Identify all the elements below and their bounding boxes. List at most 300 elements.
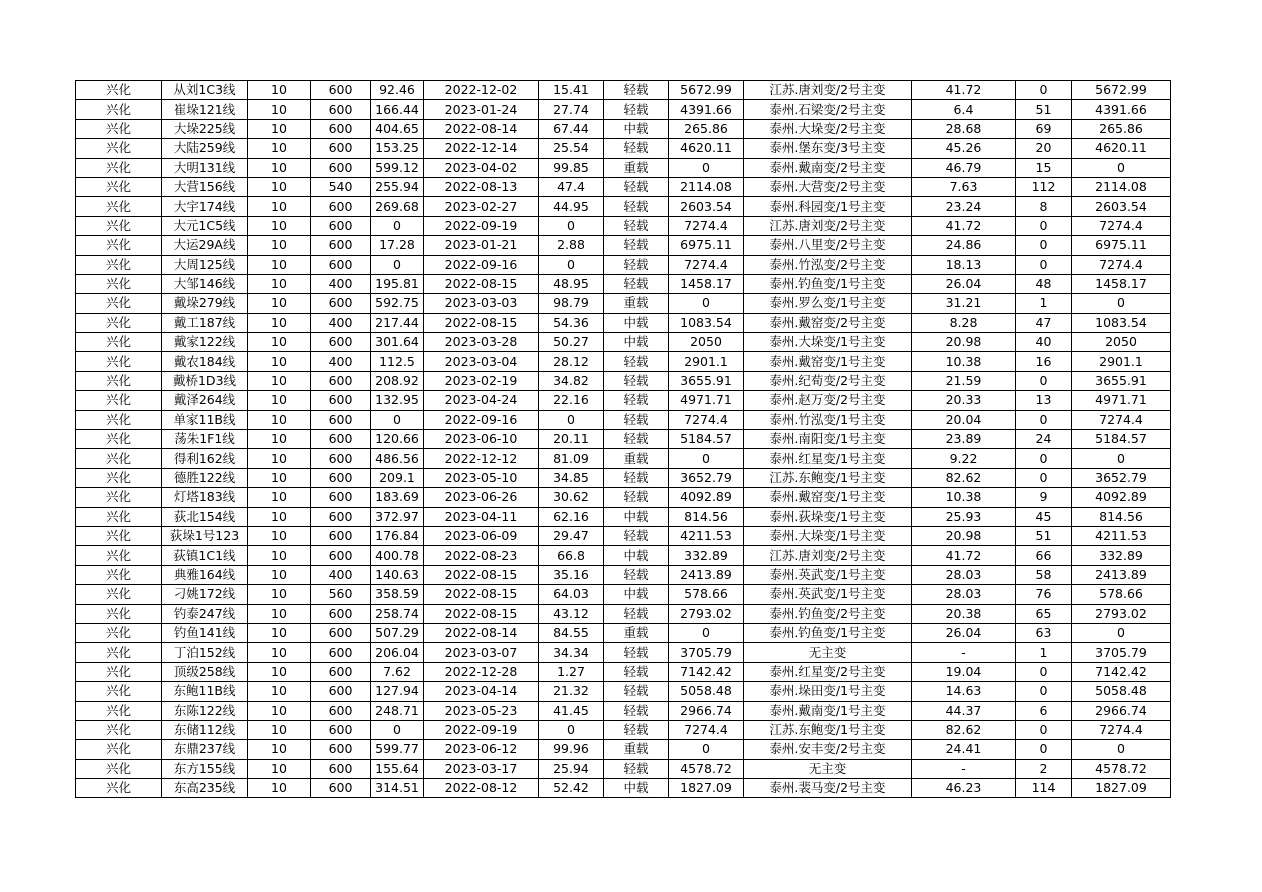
load-rate-cell: 99.96 bbox=[539, 740, 604, 759]
voltage-cell: 10 bbox=[248, 236, 311, 255]
line-name-cell: 荻镇1C1线 bbox=[162, 546, 248, 565]
available-capacity-cell: 4211.53 bbox=[669, 526, 744, 545]
district-cell: 兴化 bbox=[76, 623, 162, 642]
capacity-cell: 600 bbox=[311, 623, 371, 642]
count-cell: 66 bbox=[1016, 546, 1072, 565]
load-level-cell: 中载 bbox=[604, 585, 669, 604]
voltage-cell: 10 bbox=[248, 643, 311, 662]
count-cell: 114 bbox=[1016, 779, 1072, 798]
district-cell: 兴化 bbox=[76, 333, 162, 352]
load-cell: 153.25 bbox=[371, 139, 424, 158]
capacity-cell: 600 bbox=[311, 139, 371, 158]
transformer-rate-cell: 9.22 bbox=[912, 449, 1016, 468]
table-row bbox=[76, 643, 1171, 662]
load-rate-cell: 28.12 bbox=[539, 352, 604, 371]
district-cell: 兴化 bbox=[76, 294, 162, 313]
voltage-cell: 10 bbox=[248, 391, 311, 410]
capacity-cell: 600 bbox=[311, 740, 371, 759]
voltage-cell: 10 bbox=[248, 119, 311, 138]
district-cell: 兴化 bbox=[76, 779, 162, 798]
count-cell: 0 bbox=[1016, 740, 1072, 759]
district-cell: 兴化 bbox=[76, 119, 162, 138]
transformer-cell: 泰州.戴窑变/1号主变 bbox=[744, 488, 912, 507]
count-cell: 0 bbox=[1016, 720, 1072, 739]
count-cell: 1 bbox=[1016, 643, 1072, 662]
transformer-rate-cell: 24.41 bbox=[912, 740, 1016, 759]
line-name-cell: 刁姚172线 bbox=[162, 585, 248, 604]
load-rate-cell: 64.03 bbox=[539, 585, 604, 604]
district-cell: 兴化 bbox=[76, 468, 162, 487]
line-name-cell: 大明131线 bbox=[162, 158, 248, 177]
voltage-cell: 10 bbox=[248, 701, 311, 720]
margin-cell: 0 bbox=[1072, 294, 1171, 313]
district-cell: 兴化 bbox=[76, 604, 162, 623]
capacity-cell: 600 bbox=[311, 430, 371, 449]
load-level-cell: 重载 bbox=[604, 158, 669, 177]
available-capacity-cell: 7274.4 bbox=[669, 720, 744, 739]
district-cell: 兴化 bbox=[76, 701, 162, 720]
count-cell: 76 bbox=[1016, 585, 1072, 604]
line-name-cell: 单家11B线 bbox=[162, 410, 248, 429]
load-cell: 120.66 bbox=[371, 430, 424, 449]
load-level-cell: 轻载 bbox=[604, 236, 669, 255]
line-name-cell: 东陈122线 bbox=[162, 701, 248, 720]
available-capacity-cell: 3652.79 bbox=[669, 468, 744, 487]
capacity-cell: 400 bbox=[311, 352, 371, 371]
table-row bbox=[76, 449, 1171, 468]
voltage-cell: 10 bbox=[248, 158, 311, 177]
count-cell: 65 bbox=[1016, 604, 1072, 623]
margin-cell: 4211.53 bbox=[1072, 526, 1171, 545]
transformer-cell: 泰州.罗么变/1号主变 bbox=[744, 294, 912, 313]
load-rate-cell: 54.36 bbox=[539, 313, 604, 332]
date-cell: 2023-04-14 bbox=[424, 682, 539, 701]
line-name-cell: 戴工187线 bbox=[162, 313, 248, 332]
transformer-cell: 泰州.钓鱼变/1号主变 bbox=[744, 623, 912, 642]
available-capacity-cell: 1827.09 bbox=[669, 779, 744, 798]
transformer-cell: 泰州.戴窑变/1号主变 bbox=[744, 352, 912, 371]
transformer-cell: 泰州.堡东变/3号主变 bbox=[744, 139, 912, 158]
load-cell: 176.84 bbox=[371, 526, 424, 545]
voltage-cell: 10 bbox=[248, 371, 311, 390]
district-cell: 兴化 bbox=[76, 643, 162, 662]
margin-cell: 7274.4 bbox=[1072, 216, 1171, 235]
load-rate-cell: 0 bbox=[539, 410, 604, 429]
load-level-cell: 轻载 bbox=[604, 100, 669, 119]
voltage-cell: 10 bbox=[248, 255, 311, 274]
transformer-rate-cell: 44.37 bbox=[912, 701, 1016, 720]
load-level-cell: 轻载 bbox=[604, 701, 669, 720]
load-level-cell: 重载 bbox=[604, 294, 669, 313]
transformer-rate-cell: 8.28 bbox=[912, 313, 1016, 332]
load-level-cell: 中载 bbox=[604, 313, 669, 332]
load-rate-cell: 15.41 bbox=[539, 81, 604, 100]
count-cell: 15 bbox=[1016, 158, 1072, 177]
margin-cell: 5058.48 bbox=[1072, 682, 1171, 701]
transformer-cell: 泰州.南阳变/1号主变 bbox=[744, 430, 912, 449]
line-name-cell: 大垛225线 bbox=[162, 119, 248, 138]
load-rate-cell: 48.95 bbox=[539, 274, 604, 293]
margin-cell: 2050 bbox=[1072, 333, 1171, 352]
transformer-rate-cell: 82.62 bbox=[912, 720, 1016, 739]
load-level-cell: 重载 bbox=[604, 623, 669, 642]
voltage-cell: 10 bbox=[248, 604, 311, 623]
transformer-rate-cell: 31.21 bbox=[912, 294, 1016, 313]
line-name-cell: 从刘1C3线 bbox=[162, 81, 248, 100]
transformer-rate-cell: 28.03 bbox=[912, 585, 1016, 604]
date-cell: 2023-01-24 bbox=[424, 100, 539, 119]
transformer-cell: 泰州.红星变/2号主变 bbox=[744, 662, 912, 681]
load-cell: 0 bbox=[371, 216, 424, 235]
load-cell: 195.81 bbox=[371, 274, 424, 293]
count-cell: 20 bbox=[1016, 139, 1072, 158]
line-name-cell: 顶级258线 bbox=[162, 662, 248, 681]
line-name-cell: 戴农184线 bbox=[162, 352, 248, 371]
count-cell: 45 bbox=[1016, 507, 1072, 526]
load-level-cell: 中载 bbox=[604, 119, 669, 138]
margin-cell: 3705.79 bbox=[1072, 643, 1171, 662]
load-cell: 217.44 bbox=[371, 313, 424, 332]
count-cell: 0 bbox=[1016, 371, 1072, 390]
transformer-rate-cell: 18.13 bbox=[912, 255, 1016, 274]
table-row bbox=[76, 604, 1171, 623]
load-cell: 372.97 bbox=[371, 507, 424, 526]
voltage-cell: 10 bbox=[248, 488, 311, 507]
voltage-cell: 10 bbox=[248, 565, 311, 584]
margin-cell: 5184.57 bbox=[1072, 430, 1171, 449]
transformer-cell: 泰州.大垛变/1号主变 bbox=[744, 333, 912, 352]
table-row bbox=[76, 779, 1171, 798]
margin-cell: 2966.74 bbox=[1072, 701, 1171, 720]
district-cell: 兴化 bbox=[76, 526, 162, 545]
transformer-cell: 泰州.英武变/1号主变 bbox=[744, 585, 912, 604]
district-cell: 兴化 bbox=[76, 391, 162, 410]
district-cell: 兴化 bbox=[76, 662, 162, 681]
load-rate-cell: 25.54 bbox=[539, 139, 604, 158]
transformer-cell: 泰州.大营变/2号主变 bbox=[744, 177, 912, 196]
table-row bbox=[76, 430, 1171, 449]
load-level-cell: 轻载 bbox=[604, 662, 669, 681]
count-cell: 40 bbox=[1016, 333, 1072, 352]
voltage-cell: 10 bbox=[248, 216, 311, 235]
transformer-rate-cell: 26.04 bbox=[912, 623, 1016, 642]
date-cell: 2023-03-04 bbox=[424, 352, 539, 371]
district-cell: 兴化 bbox=[76, 488, 162, 507]
capacity-cell: 600 bbox=[311, 119, 371, 138]
transformer-rate-cell: 14.63 bbox=[912, 682, 1016, 701]
load-rate-cell: 67.44 bbox=[539, 119, 604, 138]
transformer-cell: 泰州.科园变/1号主变 bbox=[744, 197, 912, 216]
available-capacity-cell: 3705.79 bbox=[669, 643, 744, 662]
table-row bbox=[76, 255, 1171, 274]
transformer-rate-cell: 24.86 bbox=[912, 236, 1016, 255]
margin-cell: 0 bbox=[1072, 449, 1171, 468]
margin-cell: 7274.4 bbox=[1072, 255, 1171, 274]
load-cell: 127.94 bbox=[371, 682, 424, 701]
transformer-rate-cell: - bbox=[912, 759, 1016, 778]
load-level-cell: 轻载 bbox=[604, 216, 669, 235]
voltage-cell: 10 bbox=[248, 449, 311, 468]
voltage-cell: 10 bbox=[248, 313, 311, 332]
load-level-cell: 轻载 bbox=[604, 371, 669, 390]
margin-cell: 7274.4 bbox=[1072, 410, 1171, 429]
capacity-cell: 600 bbox=[311, 197, 371, 216]
load-level-cell: 轻载 bbox=[604, 682, 669, 701]
available-capacity-cell: 0 bbox=[669, 294, 744, 313]
transformer-cell: 泰州.钓鱼变/2号主变 bbox=[744, 604, 912, 623]
count-cell: 1 bbox=[1016, 294, 1072, 313]
load-level-cell: 重载 bbox=[604, 449, 669, 468]
transformer-cell: 泰州.竹泓变/1号主变 bbox=[744, 410, 912, 429]
line-name-cell: 大邹146线 bbox=[162, 274, 248, 293]
count-cell: 13 bbox=[1016, 391, 1072, 410]
margin-cell: 2901.1 bbox=[1072, 352, 1171, 371]
available-capacity-cell: 1083.54 bbox=[669, 313, 744, 332]
available-capacity-cell: 578.66 bbox=[669, 585, 744, 604]
load-cell: 0 bbox=[371, 720, 424, 739]
table-row bbox=[76, 488, 1171, 507]
capacity-cell: 600 bbox=[311, 643, 371, 662]
voltage-cell: 10 bbox=[248, 197, 311, 216]
capacity-cell: 600 bbox=[311, 662, 371, 681]
load-rate-cell: 34.85 bbox=[539, 468, 604, 487]
voltage-cell: 10 bbox=[248, 759, 311, 778]
date-cell: 2022-08-15 bbox=[424, 585, 539, 604]
count-cell: 0 bbox=[1016, 81, 1072, 100]
table-row bbox=[76, 623, 1171, 642]
transformer-cell: 泰州.安丰变/2号主变 bbox=[744, 740, 912, 759]
table-row bbox=[76, 662, 1171, 681]
load-rate-cell: 29.47 bbox=[539, 526, 604, 545]
date-cell: 2022-08-15 bbox=[424, 274, 539, 293]
load-level-cell: 轻载 bbox=[604, 720, 669, 739]
date-cell: 2023-06-10 bbox=[424, 430, 539, 449]
transformer-rate-cell: 41.72 bbox=[912, 216, 1016, 235]
load-rate-cell: 41.45 bbox=[539, 701, 604, 720]
load-level-cell: 轻载 bbox=[604, 604, 669, 623]
transformer-cell: 江苏.唐刘变/2号主变 bbox=[744, 216, 912, 235]
load-rate-cell: 43.12 bbox=[539, 604, 604, 623]
transformer-cell: 泰州.荻垛变/1号主变 bbox=[744, 507, 912, 526]
capacity-cell: 600 bbox=[311, 507, 371, 526]
load-rate-cell: 1.27 bbox=[539, 662, 604, 681]
available-capacity-cell: 0 bbox=[669, 740, 744, 759]
line-name-cell: 戴垛279线 bbox=[162, 294, 248, 313]
load-rate-cell: 44.95 bbox=[539, 197, 604, 216]
load-rate-cell: 98.79 bbox=[539, 294, 604, 313]
transformer-cell: 泰州.大垛变/1号主变 bbox=[744, 526, 912, 545]
margin-cell: 6975.11 bbox=[1072, 236, 1171, 255]
available-capacity-cell: 4620.11 bbox=[669, 139, 744, 158]
count-cell: 2 bbox=[1016, 759, 1072, 778]
transformer-cell: 泰州.赵万变/2号主变 bbox=[744, 391, 912, 410]
load-cell: 0 bbox=[371, 255, 424, 274]
date-cell: 2023-03-03 bbox=[424, 294, 539, 313]
available-capacity-cell: 1458.17 bbox=[669, 274, 744, 293]
load-cell: 358.59 bbox=[371, 585, 424, 604]
voltage-cell: 10 bbox=[248, 546, 311, 565]
load-level-cell: 轻载 bbox=[604, 177, 669, 196]
margin-cell: 0 bbox=[1072, 740, 1171, 759]
transformer-rate-cell: 46.79 bbox=[912, 158, 1016, 177]
transformer-cell: 无主变 bbox=[744, 759, 912, 778]
margin-cell: 7142.42 bbox=[1072, 662, 1171, 681]
count-cell: 6 bbox=[1016, 701, 1072, 720]
table-row bbox=[76, 526, 1171, 545]
available-capacity-cell: 2603.54 bbox=[669, 197, 744, 216]
load-cell: 112.5 bbox=[371, 352, 424, 371]
load-cell: 209.1 bbox=[371, 468, 424, 487]
line-name-cell: 大运29A线 bbox=[162, 236, 248, 255]
table-row bbox=[76, 119, 1171, 138]
date-cell: 2022-08-23 bbox=[424, 546, 539, 565]
load-cell: 0 bbox=[371, 410, 424, 429]
voltage-cell: 10 bbox=[248, 430, 311, 449]
date-cell: 2022-12-12 bbox=[424, 449, 539, 468]
capacity-cell: 600 bbox=[311, 216, 371, 235]
table-row bbox=[76, 236, 1171, 255]
table-row bbox=[76, 546, 1171, 565]
count-cell: 9 bbox=[1016, 488, 1072, 507]
capacity-cell: 600 bbox=[311, 100, 371, 119]
load-cell: 301.64 bbox=[371, 333, 424, 352]
date-cell: 2022-08-15 bbox=[424, 313, 539, 332]
load-cell: 404.65 bbox=[371, 119, 424, 138]
voltage-cell: 10 bbox=[248, 139, 311, 158]
date-cell: 2023-06-09 bbox=[424, 526, 539, 545]
transformer-cell: 泰州.大垛变/2号主变 bbox=[744, 119, 912, 138]
line-name-cell: 德胜122线 bbox=[162, 468, 248, 487]
load-level-cell: 中载 bbox=[604, 546, 669, 565]
available-capacity-cell: 5184.57 bbox=[669, 430, 744, 449]
transformer-rate-cell: - bbox=[912, 643, 1016, 662]
district-cell: 兴化 bbox=[76, 585, 162, 604]
line-name-cell: 戴桥1D3线 bbox=[162, 371, 248, 390]
date-cell: 2023-03-28 bbox=[424, 333, 539, 352]
load-level-cell: 轻载 bbox=[604, 410, 669, 429]
table-row bbox=[76, 585, 1171, 604]
transformer-cell: 泰州.红星变/1号主变 bbox=[744, 449, 912, 468]
transformer-cell: 泰州.戴窑变/2号主变 bbox=[744, 313, 912, 332]
table-row bbox=[76, 177, 1171, 196]
load-cell: 258.74 bbox=[371, 604, 424, 623]
load-cell: 269.68 bbox=[371, 197, 424, 216]
load-rate-cell: 34.34 bbox=[539, 643, 604, 662]
district-cell: 兴化 bbox=[76, 565, 162, 584]
margin-cell: 5672.99 bbox=[1072, 81, 1171, 100]
load-level-cell: 重载 bbox=[604, 740, 669, 759]
capacity-cell: 600 bbox=[311, 333, 371, 352]
line-name-cell: 大元1C5线 bbox=[162, 216, 248, 235]
voltage-cell: 10 bbox=[248, 585, 311, 604]
load-cell: 486.56 bbox=[371, 449, 424, 468]
available-capacity-cell: 4391.66 bbox=[669, 100, 744, 119]
transformer-cell: 江苏.东鲍变/1号主变 bbox=[744, 720, 912, 739]
count-cell: 69 bbox=[1016, 119, 1072, 138]
transformer-rate-cell: 6.4 bbox=[912, 100, 1016, 119]
transformer-cell: 泰州.垛田变/1号主变 bbox=[744, 682, 912, 701]
available-capacity-cell: 814.56 bbox=[669, 507, 744, 526]
voltage-cell: 10 bbox=[248, 81, 311, 100]
transformer-rate-cell: 21.59 bbox=[912, 371, 1016, 390]
margin-cell: 7274.4 bbox=[1072, 720, 1171, 739]
available-capacity-cell: 2966.74 bbox=[669, 701, 744, 720]
transformer-rate-cell: 41.72 bbox=[912, 81, 1016, 100]
count-cell: 0 bbox=[1016, 682, 1072, 701]
table-row bbox=[76, 701, 1171, 720]
transformer-rate-cell: 82.62 bbox=[912, 468, 1016, 487]
transformer-cell: 泰州.戴南变/2号主变 bbox=[744, 158, 912, 177]
transformer-rate-cell: 7.63 bbox=[912, 177, 1016, 196]
load-level-cell: 轻载 bbox=[604, 139, 669, 158]
load-rate-cell: 0 bbox=[539, 255, 604, 274]
table-row bbox=[76, 197, 1171, 216]
available-capacity-cell: 7142.42 bbox=[669, 662, 744, 681]
table-row bbox=[76, 333, 1171, 352]
load-cell: 255.94 bbox=[371, 177, 424, 196]
transformer-cell: 泰州.竹泓变/2号主变 bbox=[744, 255, 912, 274]
available-capacity-cell: 2901.1 bbox=[669, 352, 744, 371]
count-cell: 0 bbox=[1016, 662, 1072, 681]
count-cell: 16 bbox=[1016, 352, 1072, 371]
transformer-cell: 江苏.唐刘变/2号主变 bbox=[744, 546, 912, 565]
available-capacity-cell: 7274.4 bbox=[669, 255, 744, 274]
line-name-cell: 东鲍11B线 bbox=[162, 682, 248, 701]
voltage-cell: 10 bbox=[248, 720, 311, 739]
transformer-rate-cell: 45.26 bbox=[912, 139, 1016, 158]
capacity-cell: 600 bbox=[311, 682, 371, 701]
load-rate-cell: 0 bbox=[539, 216, 604, 235]
line-name-cell: 崔垛121线 bbox=[162, 100, 248, 119]
district-cell: 兴化 bbox=[76, 720, 162, 739]
line-name-cell: 钓鱼141线 bbox=[162, 623, 248, 642]
margin-cell: 2114.08 bbox=[1072, 177, 1171, 196]
load-rate-cell: 2.88 bbox=[539, 236, 604, 255]
transformer-cell: 泰州.戴南变/1号主变 bbox=[744, 701, 912, 720]
margin-cell: 3652.79 bbox=[1072, 468, 1171, 487]
district-cell: 兴化 bbox=[76, 177, 162, 196]
capacity-cell: 600 bbox=[311, 546, 371, 565]
table-row bbox=[76, 759, 1171, 778]
margin-cell: 0 bbox=[1072, 623, 1171, 642]
transformer-cell: 泰州.英武变/1号主变 bbox=[744, 565, 912, 584]
date-cell: 2022-08-15 bbox=[424, 604, 539, 623]
transformer-rate-cell: 10.38 bbox=[912, 352, 1016, 371]
district-cell: 兴化 bbox=[76, 507, 162, 526]
count-cell: 47 bbox=[1016, 313, 1072, 332]
load-cell: 206.04 bbox=[371, 643, 424, 662]
line-name-cell: 大营156线 bbox=[162, 177, 248, 196]
load-level-cell: 中载 bbox=[604, 333, 669, 352]
load-cell: 208.92 bbox=[371, 371, 424, 390]
load-cell: 248.71 bbox=[371, 701, 424, 720]
margin-cell: 2793.02 bbox=[1072, 604, 1171, 623]
transformer-cell: 泰州.钓鱼变/1号主变 bbox=[744, 274, 912, 293]
transformer-rate-cell: 20.38 bbox=[912, 604, 1016, 623]
margin-cell: 4578.72 bbox=[1072, 759, 1171, 778]
available-capacity-cell: 2793.02 bbox=[669, 604, 744, 623]
load-cell: 92.46 bbox=[371, 81, 424, 100]
load-cell: 314.51 bbox=[371, 779, 424, 798]
count-cell: 24 bbox=[1016, 430, 1072, 449]
count-cell: 0 bbox=[1016, 468, 1072, 487]
district-cell: 兴化 bbox=[76, 255, 162, 274]
date-cell: 2022-08-13 bbox=[424, 177, 539, 196]
margin-cell: 2603.54 bbox=[1072, 197, 1171, 216]
district-cell: 兴化 bbox=[76, 371, 162, 390]
load-rate-cell: 81.09 bbox=[539, 449, 604, 468]
count-cell: 51 bbox=[1016, 100, 1072, 119]
